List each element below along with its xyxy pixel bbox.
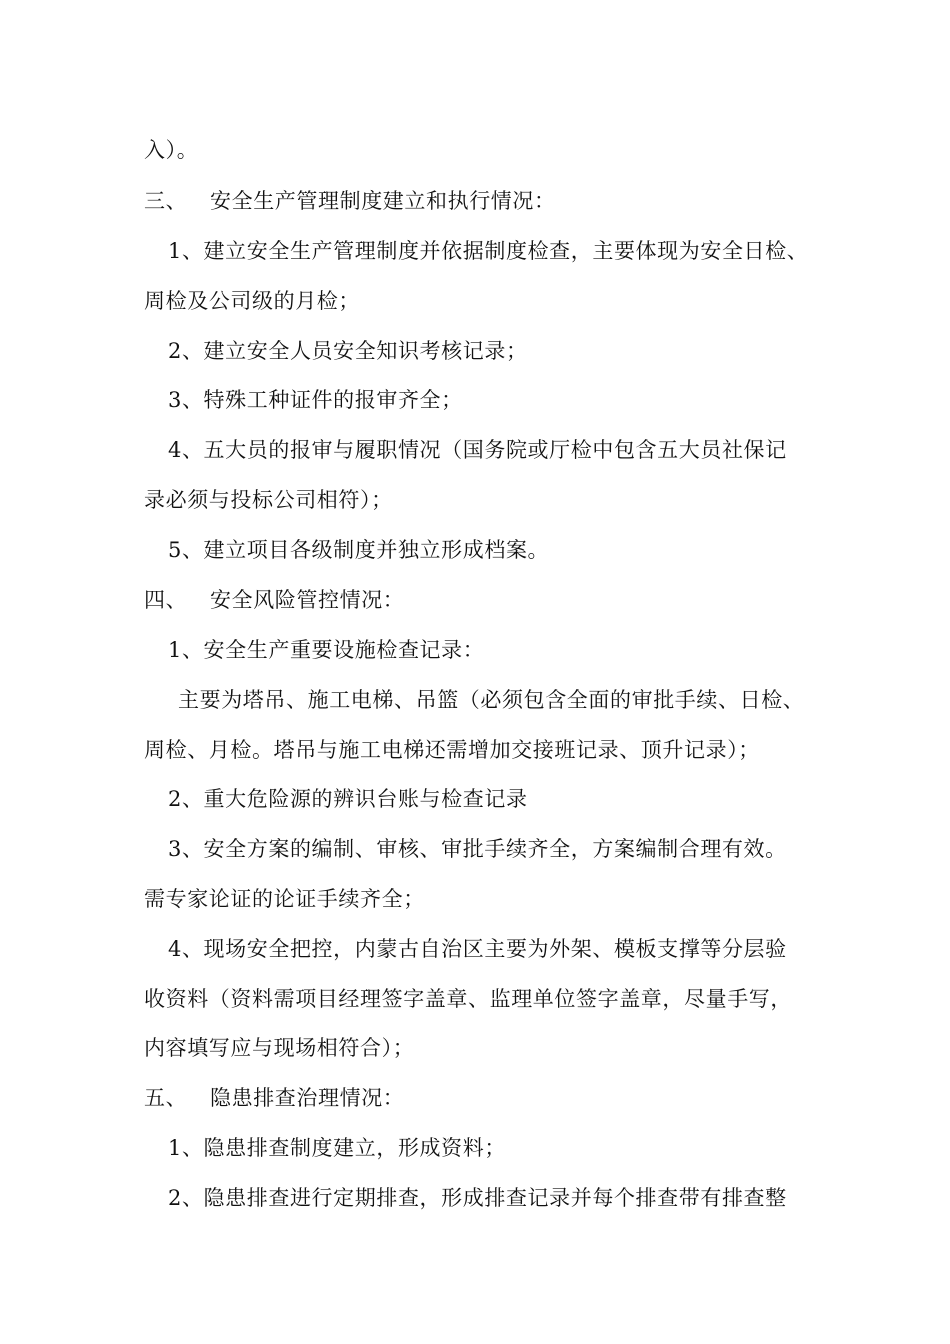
paragraph-line: 5、建立项目各级制度并独立形成档案。 (168, 538, 550, 562)
section-heading-4 (144, 585, 404, 615)
paragraph-line: 2、隐患排查进行定期排查，形成排查记录并每个排查带有排查整 (168, 1186, 787, 1210)
section-title: 隐患排查治理情况： (210, 1086, 405, 1110)
paragraph-line: 2、重大危险源的辨识台账与检查记录 (168, 787, 528, 811)
paragraph-line: 1、建立安全生产管理制度并依据制度检查，主要体现为安全日检、 (168, 239, 809, 263)
section-number: 三、 (144, 189, 188, 213)
section-title: 安全生产管理制度建立和执行情况： (210, 189, 556, 213)
paragraph-line: 主要为塔吊、施工电梯、吊篮（必须包含全面的审批手续、日检、 (178, 688, 805, 712)
paragraph-line: 3、特殊工种证件的报审齐全； (168, 388, 463, 412)
paragraph-line: 2、建立安全人员安全知识考核记录； (168, 339, 528, 363)
paragraph-line: 周检、月检。塔吊与施工电梯还需增加交接班记录、顶升记录）； (144, 738, 760, 762)
paragraph-line: 周检及公司级的月检； (144, 289, 360, 313)
paragraph-line: 1、隐患排查制度建立，形成资料； (168, 1136, 506, 1160)
section-heading-3 (144, 186, 556, 216)
section-title: 安全风险管控情况： (210, 588, 405, 612)
paragraph-line: 收资料（资料需项目经理签字盖章、监理单位签字盖章，尽量手写， (144, 987, 792, 1011)
paragraph-line: 1、安全生产重要设施检查记录： (168, 638, 485, 662)
paragraph-line: 3、安全方案的编制、审核、审批手续齐全，方案编制合理有效。 (168, 837, 787, 861)
paragraph-line: 录必须与投标公司相符）； (144, 488, 393, 512)
paragraph-line: 4、现场安全把控，内蒙古自治区主要为外架、模板支撑等分层验 (168, 937, 787, 961)
continuation-line: 入）。 (144, 138, 199, 162)
section-number: 四、 (144, 588, 188, 612)
paragraph-line: 内容填写应与现场相符合）； (144, 1036, 415, 1060)
paragraph-line: 需专家论证的论证手续齐全； (144, 887, 425, 911)
section-heading-5 (144, 1083, 404, 1113)
paragraph-line: 4、五大员的报审与履职情况（国务院或厅检中包含五大员社保记 (168, 438, 787, 462)
section-number: 五、 (144, 1086, 188, 1110)
